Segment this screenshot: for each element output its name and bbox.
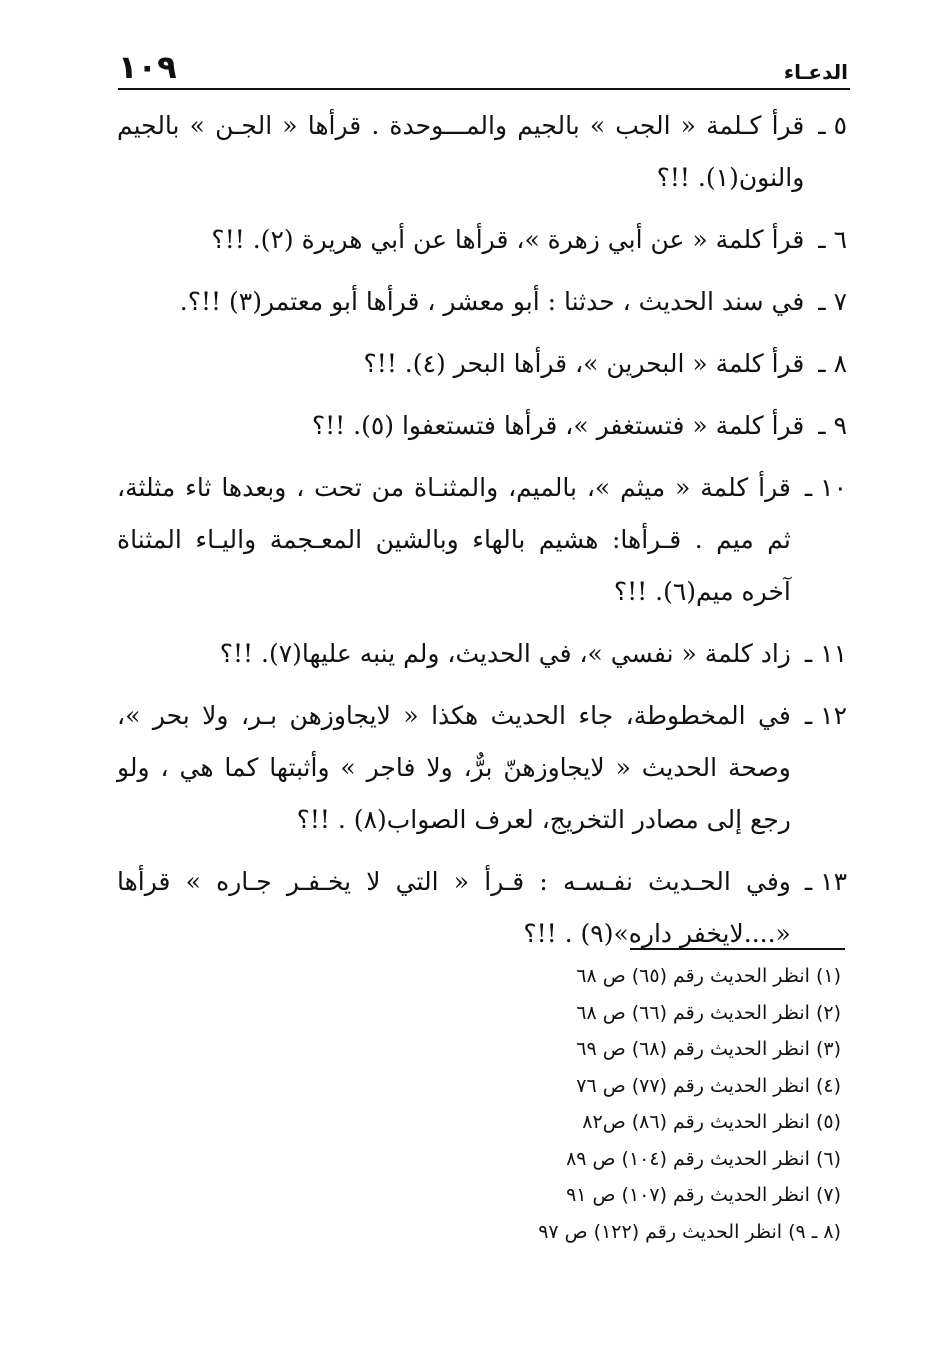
- page-number: ١٠٩: [118, 48, 177, 86]
- footnote: (١) انظر الحديث رقم (٦٥) ص ٦٨: [576, 965, 841, 987]
- item-number: ١٠ ـ: [804, 473, 847, 502]
- footnote-rule: [630, 948, 845, 950]
- item-text: قرأ كلمة « عن أبي زهرة »، قرأها عن أبي هريرة (٢). !!؟: [211, 225, 805, 254]
- item-text: وفي الحـديث نفـسـه : قـرأ « التي لا يخـفـر جـاره » قرأها «....لايخفر داره»(٩) . !!؟: [117, 867, 791, 948]
- item-text: في سند الحديث ، حدثنا : أبو معشر ، قرأها أبو معتمر(٣) !!؟.: [179, 287, 805, 316]
- footnote: (٧) انظر الحديث رقم (١٠٧) ص ٩١: [566, 1184, 841, 1206]
- item-number: ٦ ـ: [818, 225, 847, 254]
- item-text: قرأ كلمة « فتستغفر »، قرأها فتستعفوا (٥). !!؟: [311, 411, 805, 440]
- header-rule: [118, 88, 850, 90]
- item-number: ٨ ـ: [818, 349, 847, 378]
- running-title: الدعـاء: [783, 60, 848, 84]
- footnote: (٥) انظر الحديث رقم (٨٦) ص٨٢: [582, 1111, 841, 1133]
- item-text: قرأ كلمة « البحرين »، قرأها البحر (٤). !!؟: [363, 349, 805, 378]
- item-number: ١١ ـ: [804, 639, 847, 668]
- item-text: قرأ كلمة « ميثم »، بالميم، والمثنـاة من تحت ، وبعدها ثاء مثلثة، ثم ميم . قـرأها: هشيم بالهاء وبالشين المعـجمة واليـاء المثناة آخره ميم(٦). !!؟: [117, 473, 791, 606]
- list-item: [117, 462, 847, 618]
- item-text: قرأ كـلمة « الجب » بالجيم والمـــوحدة . قرأها « الجـن » بالجيم والنون(١). !!؟: [117, 111, 805, 192]
- list-item: [117, 338, 847, 390]
- numbered-list: [117, 100, 847, 970]
- list-item: [117, 214, 847, 266]
- item-number: ١٢ ـ: [804, 701, 847, 730]
- list-item: [117, 690, 847, 846]
- footnote: (٦) انظر الحديث رقم (١٠٤) ص ٨٩: [566, 1147, 841, 1170]
- item-number: ٧ ـ: [818, 287, 847, 316]
- list-item: [117, 100, 847, 204]
- running-header: [118, 38, 848, 86]
- footnote: (٢) انظر الحديث رقم (٦٦) ص ٦٨: [576, 1001, 841, 1024]
- item-number: ٥ ـ: [818, 111, 847, 140]
- item-text: في المخطوطة، جاء الحديث هكذا « لايجاوزهن بـر، ولا بحر »، وصحة الحديث « لايجاوزهنّ برٌّ، ولا فاجر » وأثبتها كما هي ، ولو رجع إلى مصادر التخريج، لعرف الصواب(٨) . !!؟: [117, 701, 791, 834]
- item-text: زاد كلمة « نفسي »، في الحديث، ولم ينبه عليها(٧). !!؟: [219, 639, 791, 668]
- list-item: [117, 400, 847, 452]
- footnote: (٣) انظر الحديث رقم (٦٨) ص ٦٩: [576, 1038, 841, 1060]
- list-item: [117, 856, 847, 960]
- list-item: [117, 628, 847, 680]
- footnote: (٨ ـ ٩) انظر الحديث رقم (١٢٢) ص ٩٧: [538, 1220, 841, 1243]
- footnotes: [421, 958, 841, 1250]
- footnote: (٤) انظر الحديث رقم (٧٧) ص ٧٦: [576, 1074, 841, 1097]
- list-item: [117, 276, 847, 328]
- item-number: ١٣ ـ: [804, 867, 847, 896]
- item-number: ٩ ـ: [818, 411, 847, 440]
